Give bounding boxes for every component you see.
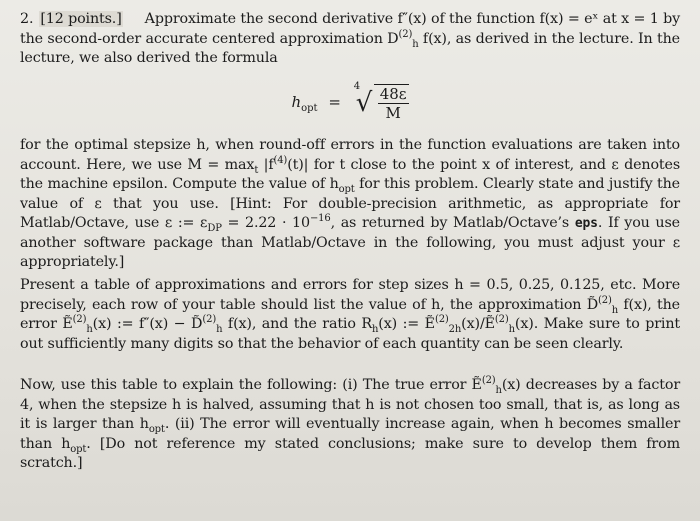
sub-span: opt — [338, 183, 355, 195]
paragraph-table-request — [20, 276, 680, 354]
text-span: Now, use this table to explain the following: (i) The true error Ẽ — [20, 377, 482, 393]
text-span: for this problem. Clearly state and justify the value of ε that you use. [Hint: For double-precision arithmetic, as appropriate for Matlab/Octave, use ε := ε — [20, 176, 680, 231]
sub-span: h — [495, 384, 502, 396]
text-span: . If you use another software package than Matlab/Octave in the following, you must adjust your ε appropriately.] — [20, 215, 680, 270]
sup-span: (2) — [494, 314, 509, 326]
text-span: for the optimal stepsize h, when round-off errors in the function evaluations are taken into account. Here, we use M = max — [20, 137, 680, 173]
formula-equals: = — [328, 93, 341, 111]
text-span: f(x), and the ratio R — [222, 316, 372, 332]
text-span: (x) := Ẽ — [378, 316, 435, 332]
text-span: (x). Make sure to print out sufficiently many digits so that the behavior of each quantity can be seen clearly. — [20, 316, 681, 352]
sup-span: (2) — [481, 375, 496, 387]
optimal-stepsize-formula — [0, 81, 700, 130]
radical-sign: √ — [355, 88, 373, 118]
text-span: (x)/Ẽ — [461, 316, 495, 332]
root-index: 4 — [353, 81, 361, 92]
sub-span: h — [216, 323, 223, 335]
sub-span: t — [254, 164, 259, 176]
formula-lhs: h — [291, 93, 302, 111]
sub-span: 2h — [448, 323, 462, 335]
problem-statement — [20, 10, 680, 69]
denominator: M — [385, 104, 401, 122]
sup-span: (2) — [72, 314, 87, 326]
problem-intro: Approximate the second derivative f″(x) of the function f(x) = eˣ at x = 1 by the second-order accurate centered approximation D — [20, 11, 680, 47]
sub-span: h — [508, 323, 515, 335]
formula-lhs-sub: opt — [301, 103, 318, 114]
numerator: 48ε — [379, 85, 407, 103]
operator-superscript: (2) — [398, 28, 413, 40]
fraction — [378, 85, 409, 122]
sub-span: h — [371, 323, 379, 335]
sup-span: (2) — [434, 314, 449, 326]
text-span: = 2.22 · 10 — [221, 215, 310, 231]
problem-points: [12 points.] — [40, 11, 122, 27]
sub-span: opt — [148, 423, 165, 435]
sub-span: h — [611, 304, 619, 316]
problem-number: 2. — [20, 11, 34, 27]
eps-code: eps — [574, 216, 598, 231]
text-span: Present a table of approximations and errors for step sizes h = 0.5, 0.25, 0.125, etc. More precisely, each row of your table should list the value of h, the approximation D̃ — [20, 277, 680, 313]
text-span: (t)| for t close to the point x of interest, and ε denotes the machine epsilon. Compute the value of h — [20, 156, 681, 192]
text-span: |f — [258, 156, 274, 173]
sup-span: (2) — [202, 314, 217, 326]
text-span: (x) decreases by a factor 4, when the stepsize h is halved, assuming that h is not chosen too small, that is, as long as it is larger than h — [20, 377, 680, 432]
sup-span: (4) — [273, 154, 288, 166]
sub-span: h — [86, 323, 93, 335]
paragraph-optimal-stepsize — [20, 136, 680, 273]
text-span: (x) := f″(x) − D̃ — [92, 316, 203, 332]
text-span: , as returned by Matlab/Octave’s — [330, 215, 575, 231]
paragraph-explanation — [20, 376, 680, 474]
operator-subscript: h — [412, 38, 419, 50]
fourth-root — [352, 81, 409, 122]
problem-intro-tail: f(x), as derived in the lecture. In the lecture, we also derived the formula — [20, 30, 680, 66]
sub-span: opt — [70, 443, 87, 455]
sub-span: DP — [207, 222, 222, 234]
radicand — [374, 84, 409, 122]
text-span: . [Do not reference my stated conclusions; make sure to develop them from scratch.] — [20, 435, 680, 471]
text-span: f(x), the error Ẽ — [20, 296, 680, 332]
sup-span: −16 — [309, 213, 331, 225]
text-span: . (ii) The error will eventually increase again, when h becomes smaller than h — [20, 416, 681, 452]
sup-span: (2) — [598, 294, 612, 306]
